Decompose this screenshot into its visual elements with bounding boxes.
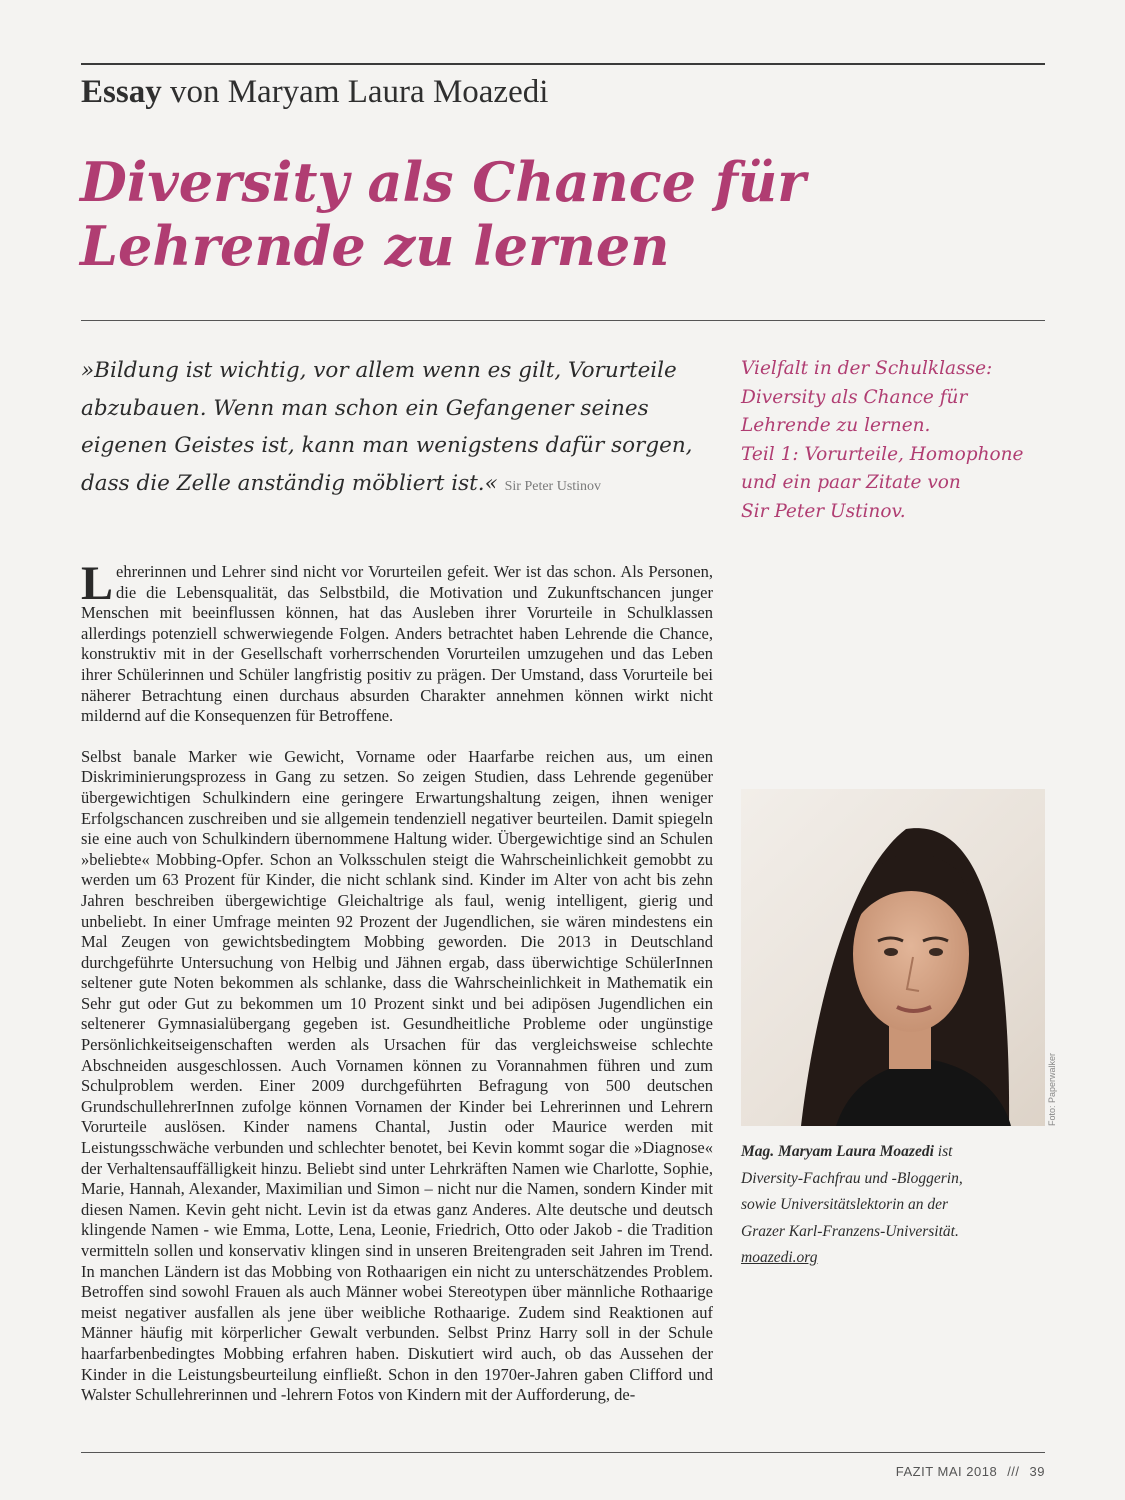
- page-number: 39: [1029, 1464, 1045, 1479]
- body-paragraph-2: Selbst banale Marker wie Gewicht, Vorname oder Haarfarbe reichen aus, um einen Diskriminierungsprozess in Gang zu setzen. So zeigen Studien, dass Lehrende gegenüber übergewichtigen Schulkindern eine geringere Erwartungshaltung zeigen, ihnen weniger Erfolgschancen zuschreiben und sie allgemein tendenziell negativer beurteilen. Damit spiegeln sie eine auch von Schulkindern übernommene Haltung wider. Übergewichtige sind an Schulen »beliebte« Mobbing-Opfer. Schon an Volksschulen steigt die Wahrscheinlichkeit gemobbt zu werden um 63 Prozent für Kinder, die nicht schlank sind. Kinder im Alter von acht bis zehn Jahren beschreiben übergewichtige Gleichaltrige als faul, wenig intelligent, gierig und unbeliebt. In einer Umfrage meinten 92 Prozent der Jugendlichen, sie wären mindestens ein Mal Zeugen von gewichtsbedingtem Mobbing geworden. Die 2013 in Deutschland durchgeführte Untersuchung von Helbig und Jähnen ergab, dass überwichtige SchülerInnen seltener gute Noten bekommen als schlanke, dass die Wahrscheinlichkeit in Mathematik ein Sehr gut oder Gut zu bekommen um 10 Prozent sinkt und bei adipösen Jugendlichen ein seltenerer Gymnasialübergang gegeben ist. Gesundheitliche Probleme oder ungünstige Persönlichkeitseigenschaften werden als Ursachen für das vergleichsweise schlechte Abschneiden ausgeschlossen. Auch Vornamen können zu Vorannahmen führen und zum Schulproblem werden. Einer 2009 durchgeführten Befragung von 500 deutschen GrundschullehrerInnen zufolge können Vornamen der Kinder bei Lehrerinnen und Lehrern Vorurteile auslösen. Kinder namens Chantal, Justin oder Maurice werden mit Leistungsschwäche verbunden und schlechter benotet, bei Kevin kommt sogar die »Diagnose« der Verhaltensauffälligkeit hinzu. Beliebt sind unter Lehrkräften Namen wie Charlotte, Sophie, Marie, Hannah, Alexander, Maximilian und Simon – nicht nur die Namen, sondern Kinder mit diesen Namen. Kevin geht nicht. Levin ist da etwas ganz Anderes. Alte deutsche und deutsch klingende Namen - wie Emma, Lotte, Lena, Leonie, Friedrich, Otto oder Jakob - die Tradition vermitteln sollen und konservativ klingen sind in unseren Breitengraden seit Jahren im Trend. In manchen Ländern ist das Mobbing von Rothaarigen ein nicht zu unterschätzendes Problem. Betroffen sind sowohl Frauen als auch Männer wobei Stereotypen über männliche Rothaarige meist negativer ausfallen als jene über weibliche Rothaarige. Zudem sind Reaktionen auf Männer häufig mit körperlicher Gewalt verbunden. Selbst Prinz Harry soll in der Schule haarfarbenbedingtes Mobbing erfahren haben. Diskutiert wird auch, ob das Aussehen der Kinder in die Leistungsbeurteilung einfließt. Schon in den 1970er-Jahren gaben Clifford und Walster Schullehrerinnen und -lehrern Fotos von Kindern mit der Aufforderung, de-: [81, 746, 713, 1405]
- magazine-issue: FAZIT MAI 2018: [895, 1464, 998, 1479]
- drop-cap: L: [81, 557, 114, 610]
- quote-line-3: eigenen Geistes ist, kann man wenigstens dafür sorgen,: [81, 433, 693, 458]
- top-rule: [81, 63, 1045, 65]
- headline-line-1: Diversity als Chance für: [80, 150, 806, 214]
- section-rule: [81, 320, 1045, 321]
- kicker: [81, 74, 548, 111]
- bio-line-5: [741, 1245, 1045, 1272]
- quote-attribution: Sir Peter Ustinov: [504, 478, 602, 494]
- body-paragraph-1-text: ehrerinnen und Lehrer sind nicht vor Vorurteilen gefeit. Wer ist das schon. Als Personen, die die Lebensqualität, das Selbstbild, die Motivation und Zukunftschancen junger Menschen mit beeinflussen können, hat das Ausleben ihrer Vorurteile in Schulklassen allerdings potenziell schwerwiegende Folgen. Anders betrachtet haben Lehrende die Chance, konstruktiv mit in der Gesellschaft vorherrschenden Vorurteilen umzugehen und das Leben ihrer Schülerinnen und Schüler langfristig positiv zu prägen. Der Umstand, dass Vorurteile bei näherer Betrachtung einen durchaus absurden Charakter annehmen können wirkt nicht mildernd auf die Konsequenzen für Betroffene.: [81, 562, 713, 726]
- quote-line-2: abzubauen. Wenn man schon ein Gefangener seines: [81, 395, 649, 421]
- pull-quote: [81, 352, 701, 505]
- kicker-label: Essay: [81, 74, 162, 110]
- photo-credit: Foto: Paperwalker: [1047, 1052, 1057, 1126]
- quote-line-4: [81, 465, 701, 506]
- bio-line-3: sowie Universitätslektorin an der: [741, 1196, 949, 1213]
- author-website-link[interactable]: moazedi.org: [741, 1249, 818, 1266]
- article-body: [81, 557, 713, 1406]
- body-paragraph-1: [81, 557, 713, 727]
- kicker-author: von Maryam Laura Moazedi: [161, 74, 549, 110]
- bio-line-4: Grazer Karl-Franzens-Universität.: [741, 1222, 959, 1240]
- teaser-line-4: Teil 1: Vorurteile, Homophone: [741, 443, 1024, 465]
- teaser: [741, 355, 1041, 526]
- author-portrait-illustration: [741, 789, 1045, 1126]
- bio-line-2: Diversity-Fachfrau und -Bloggerin,: [741, 1169, 963, 1187]
- bio-name: Mag. Maryam Laura Moazedi: [741, 1143, 934, 1160]
- footer-rule: [81, 1452, 1045, 1453]
- footer-separator: ///: [1007, 1464, 1020, 1479]
- page-footer: [896, 1464, 1045, 1479]
- headline-line-2: Lehrende zu lernen: [80, 214, 670, 278]
- author-bio: [741, 1139, 1045, 1272]
- teaser-line-2: Diversity als Chance für: [741, 386, 968, 408]
- bio-name-suffix: ist: [933, 1143, 953, 1160]
- teaser-line-6: Sir Peter Ustinov.: [741, 500, 906, 522]
- headline: [80, 150, 1040, 278]
- quote-line-1: »Bildung ist wichtig, vor allem wenn es gilt, Vorurteile: [81, 358, 677, 383]
- teaser-line-3: Lehrende zu lernen.: [741, 415, 931, 436]
- quote-line-4-text: dass die Zelle anständig möbliert ist.«: [81, 470, 498, 496]
- author-photo: [741, 789, 1045, 1126]
- bio-line-1: [741, 1139, 1045, 1166]
- teaser-line-1: Vielfalt in der Schulklasse:: [741, 358, 993, 379]
- teaser-line-5: und ein paar Zitate von: [741, 472, 961, 493]
